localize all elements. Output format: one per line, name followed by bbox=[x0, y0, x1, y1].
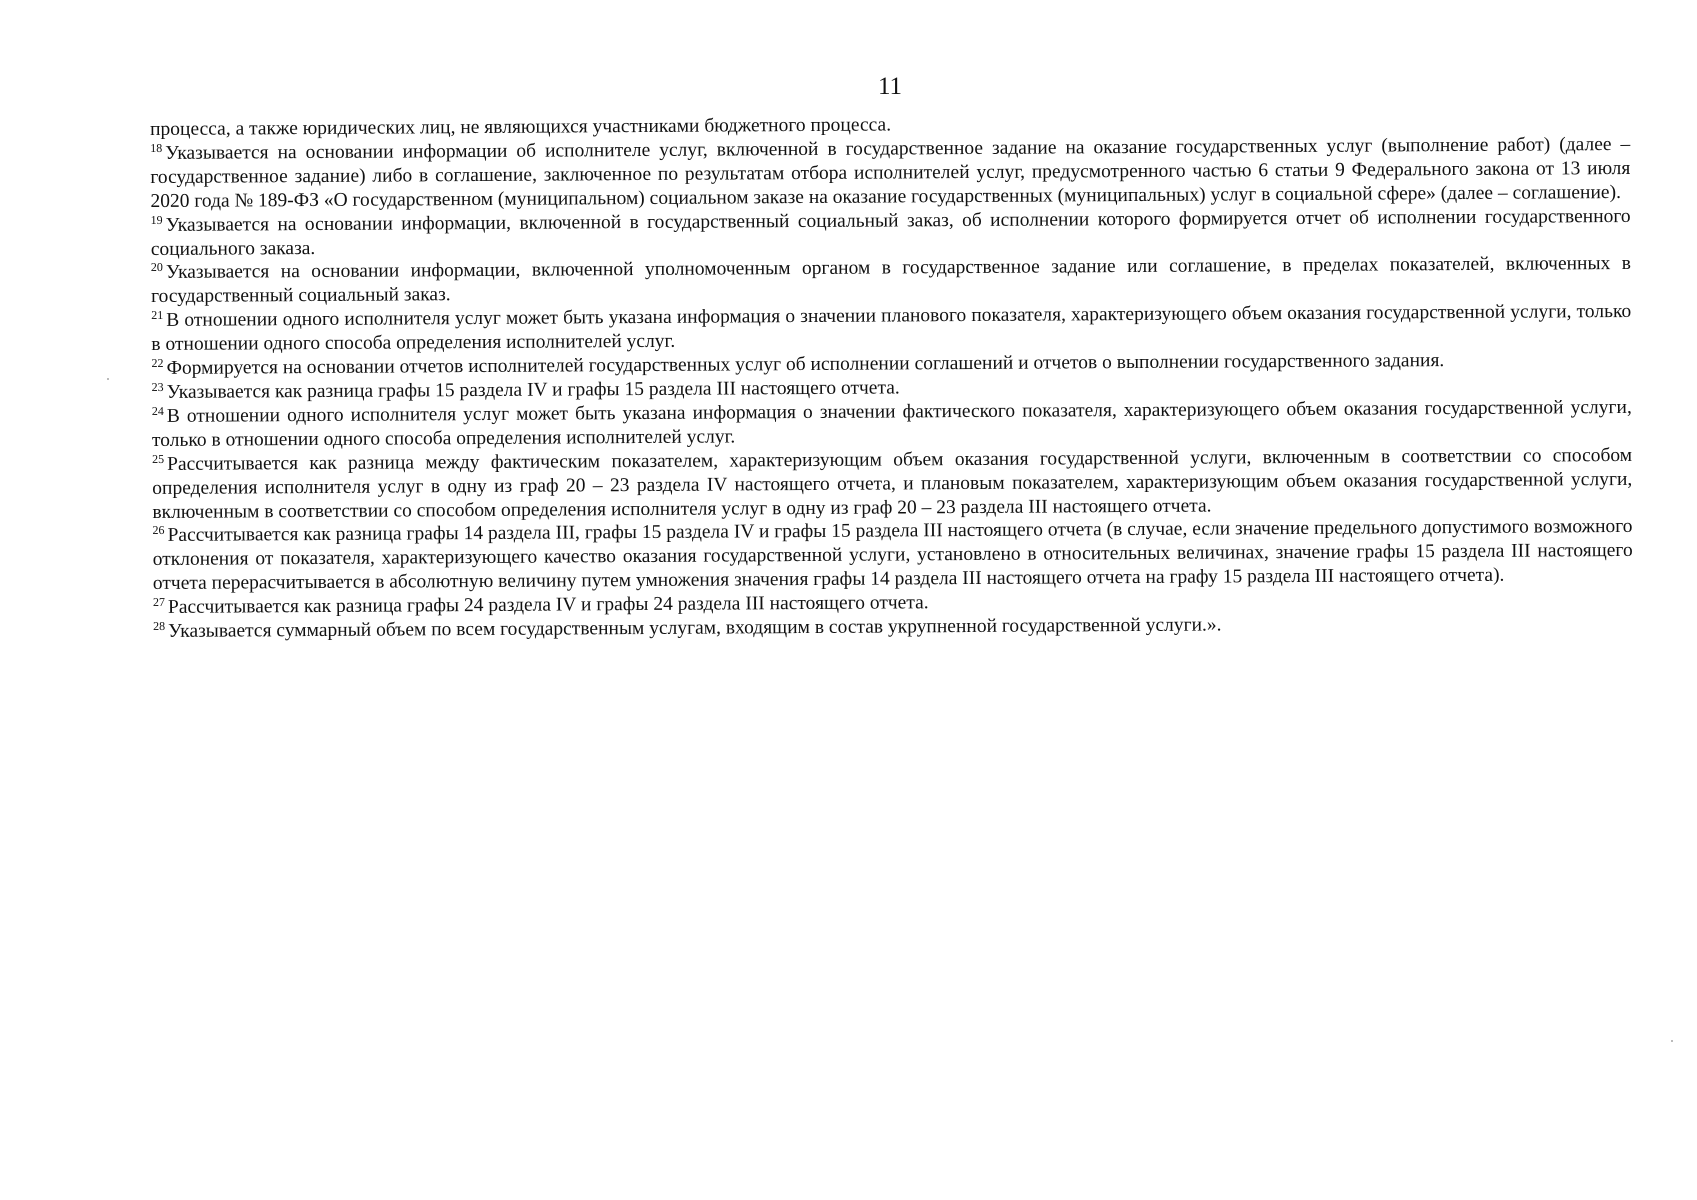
footnote-text: Рассчитывается как разница между фактическим показателем, характеризующим объем оказания государственной услуги, включенным в соответствии со способом определения исполнителя услуг в одну из граф 20 – 23 раздела IV настоящего отчета, и плановым показателем, характеризующим объем оказания государственной услуги, включенным в соответствии со способом определения исполнителя услуг в одну из граф 20 – 23 раздела III настоящего отчета. bbox=[152, 444, 1633, 523]
scan-speck bbox=[1671, 1040, 1673, 1042]
footnote-text: В отношении одного исполнителя услуг может быть указана информация о значении планового показателя, характеризующего объем оказания государственной услуги, только в отношении одного способа определения исполнителей услуг. bbox=[151, 301, 1632, 356]
footnote-text: Формируется на основании отчетов исполнителей государственных услуг об исполнении соглашений и отчетов о выполнении государственного задания. bbox=[166, 350, 1445, 379]
footnote-text: Указывается на основании информации, включенной в государственный социальный заказ, об исполнении которого формируется отчет об исполнении государственного социального заказа. bbox=[150, 205, 1631, 260]
page-number: 11 bbox=[877, 73, 903, 100]
footnote-text: Рассчитывается как разница графы 14 раздела III, графы 15 раздела IV и графы 15 раздела III настоящего отчета (в случае, если значение предельного допустимого возможного отклонения от показателя, характеризующего качество оказания государственной услуги, установлено в относительных величинах, значение графы 15 раздела III настоящего отчета перерасчитывается в абсолютную величину путем умножения значения графы 14 раздела III настоящего отчета на графу 15 раздела III настоящего отчета). bbox=[152, 516, 1633, 595]
footnote-number: 23 bbox=[151, 379, 164, 394]
footnote-text: Указывается на основании информации, включенной уполномоченным органом в государственное задание или соглашение, в пределах показателей, включенных в государственный социальный заказ. bbox=[151, 253, 1631, 308]
footnote-text: Указывается как разница графы 15 раздела IV и графы 15 раздела III настоящего отчета. bbox=[166, 377, 900, 403]
footnote-continuation: процесса, а также юридических лиц, не являющихся участниками бюджетного процесса. bbox=[150, 114, 892, 140]
footnote-number: 26 bbox=[152, 523, 165, 538]
footnote-number: 24 bbox=[151, 403, 164, 418]
footnote-text: В отношении одного исполнителя услуг может быть указана информация о значении фактического показателя, характеризующего объем оказания государственной услуги, только в отношении одного способа определения исполнителей услуг. bbox=[151, 396, 1632, 451]
footnote-number: 22 bbox=[151, 355, 164, 371]
footnote-number: 18 bbox=[150, 140, 163, 155]
footnote-18 bbox=[150, 133, 1630, 214]
footnote-number: 20 bbox=[150, 260, 163, 275]
footnote-text: Указывается на основании информации об исполнителе услуг, включенной в государственное задание на оказание государственных услуг (выполнение работ) (далее – государственное задание) либо в соглашение, заключенное по результатам отбора исполнителей услуг, предусмотренного частью 6 статьи 9 Федерального закона от 13 июля 2020 года № 189-ФЗ «О государственном (муниципальном) социальном заказе на оказание государственных (муниципальных) услуг в социальной сфере» (далее – соглашение). bbox=[150, 133, 1631, 212]
footnote-number: 27 bbox=[152, 595, 165, 610]
footnote-text: Указывается суммарный объем по всем государственным услугам, входящим в состав укрупненной государственной услуги.». bbox=[168, 614, 1222, 642]
footnote-25 bbox=[152, 444, 1632, 525]
footnote-number: 19 bbox=[150, 212, 163, 227]
scan-speck bbox=[107, 378, 109, 380]
footnote-26 bbox=[152, 515, 1632, 596]
footnote-text: Рассчитывается как разница графы 24 раздела IV и графы 24 раздела III настоящего отчета. bbox=[167, 592, 929, 619]
footnote-number: 21 bbox=[151, 308, 164, 323]
footnotes-block bbox=[150, 109, 1633, 644]
footnote-number: 28 bbox=[153, 618, 166, 634]
footnote-number: 25 bbox=[152, 451, 165, 466]
